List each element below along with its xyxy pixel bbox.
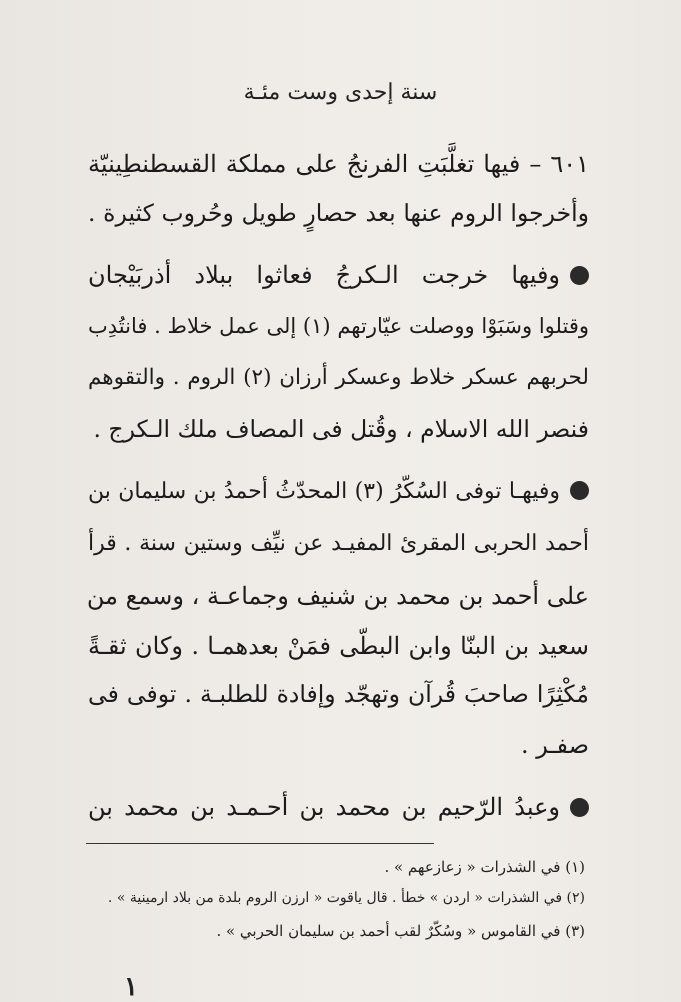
text-line-7: وفيهـا توفى السُكّرُ (٣) المحدّثُ أحمدُ بن سليمان بن bbox=[88, 481, 589, 503]
page-header: سنة إحدى وست مئـة bbox=[243, 80, 438, 105]
text-line-5: لحربهم عسكر خلاط وعسكر أرزان (٢) الروم . والتقوهم bbox=[88, 365, 589, 390]
bullet-icon bbox=[570, 266, 589, 285]
text-line-4: وقتلوا وسَبَوْا ووصلت عيّارتهم (١) إلى عمل خلاط . فانتُدِب bbox=[88, 314, 589, 338]
text-line-9: على أحمد بن محمد بن شنيف وجماعـة ، وسمع من bbox=[86, 582, 589, 610]
text-line-13: وعبدُ الرّحيم بن محمد بن أحـمـد بن محمد بن bbox=[88, 795, 589, 819]
text-line-12: صفـر . bbox=[520, 731, 589, 759]
bullet-icon bbox=[570, 481, 589, 500]
text-line-6: فنصر الله الاسلام ، وقُتل فى المصاف ملك الـكرج . bbox=[93, 415, 589, 443]
bullet-icon bbox=[570, 798, 589, 817]
text-line-10: سعيد بن البنّا وابن البطّى فمَنْ بعدهمـا . وكان ثقـةً bbox=[88, 632, 589, 660]
text-line-11: مُكْثِرًا صاحبَ قُرآن وتهجّد وإفادة للطلبـة . توفى فى bbox=[88, 680, 589, 708]
footnote-1: (١) في الشذرات « زعازعهم » . bbox=[384, 858, 585, 876]
footnote-3: (٣) في القاموس « وسُكّرٌ لقب أحمد بن سليمان الحربي » . bbox=[216, 922, 585, 940]
text-line-8: أحمد الحربى المقرئ المفيـد عن نيِّف وستين سنة . قرأ bbox=[88, 531, 589, 556]
text-line-2: وأخرجوا الروم عنها بعد حصارٍ طويل وحُروب كثيرة . bbox=[88, 199, 589, 227]
footnote-2: (٢) في الشذرات « اردن » خطأ . قال ياقوت « ارزن الروم بلدة من بلاد ارمينية » . bbox=[107, 890, 585, 906]
footnote-separator bbox=[86, 843, 434, 844]
page-number: ١ bbox=[124, 972, 138, 1002]
text-line-1: ٦٠١ – فيها تغلَّبَتِ الفرنجُ على مملكة القسطنطِينيّة bbox=[88, 150, 589, 178]
text-line-3: وفيها خرجت الـكرجُ فعاثوا ببلاد أذربَيْجان bbox=[88, 263, 589, 287]
